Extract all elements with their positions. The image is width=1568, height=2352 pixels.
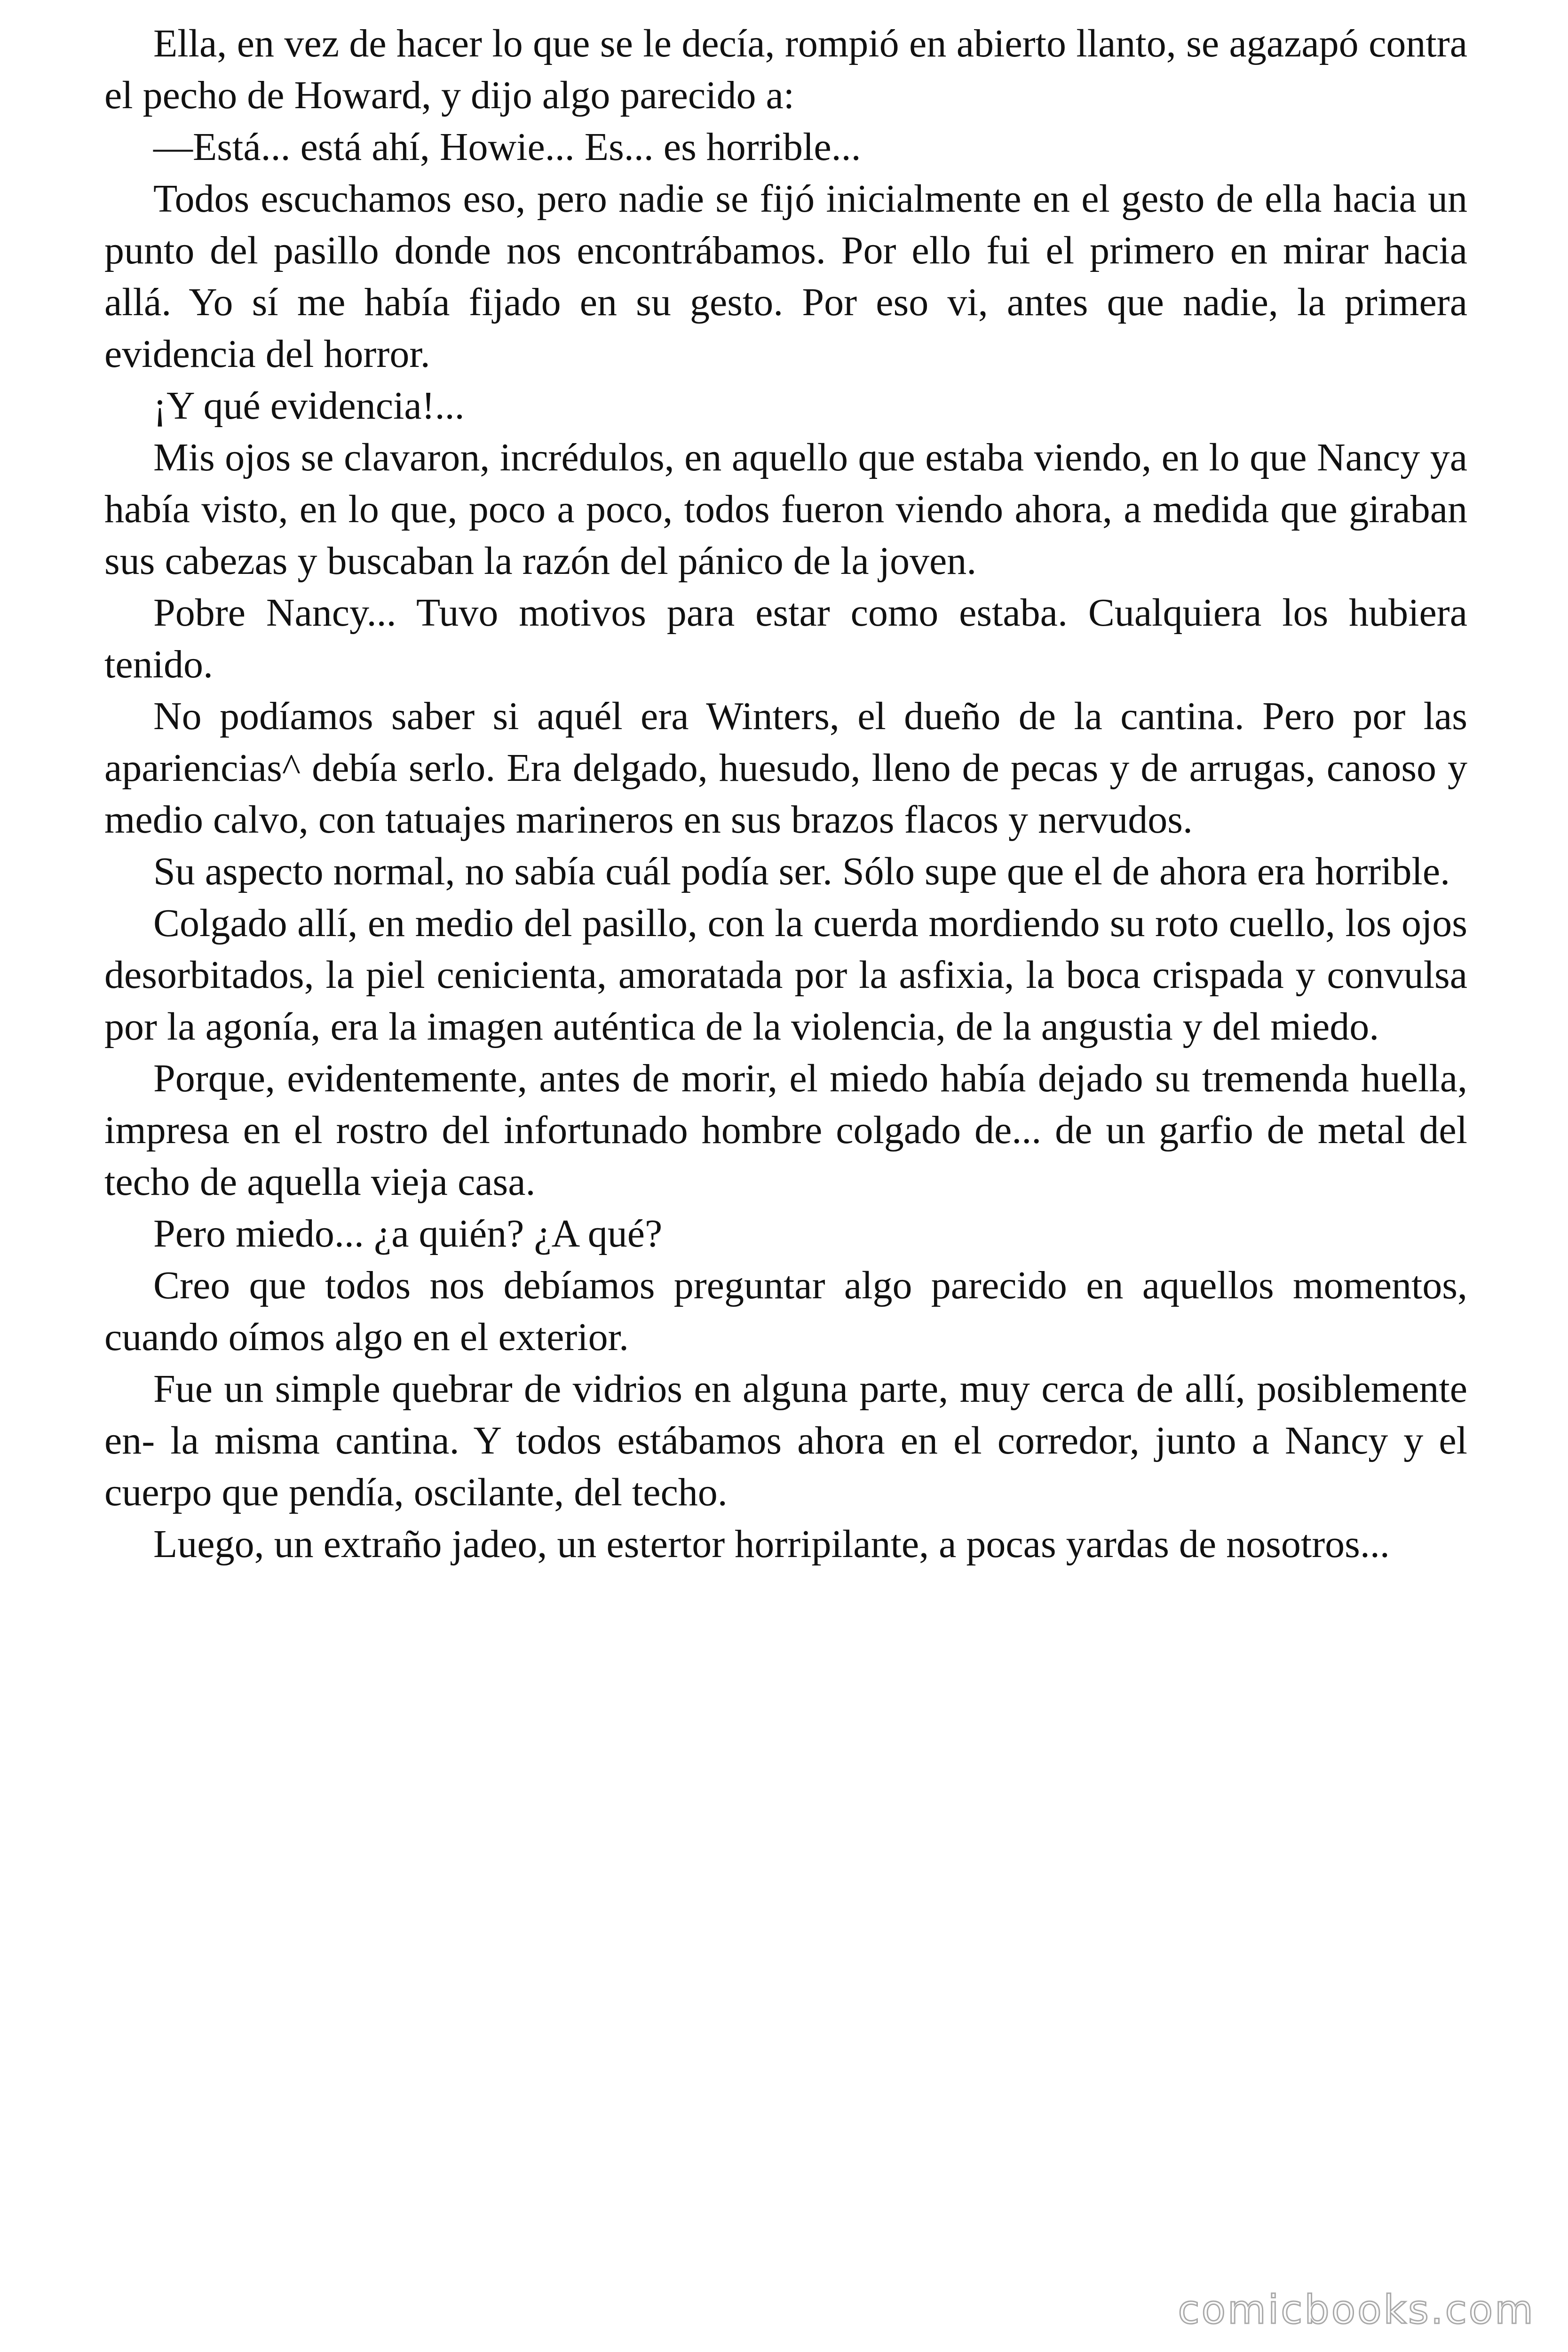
paragraph: Pobre Nancy... Tuvo motivos para estar como estaba. Cualquiera los hubiera tenido.	[104, 591, 1467, 686]
paragraph: Porque, evidentemente, antes de morir, el miedo había dejado su tremenda huella, impresa en el rostro del infortunado hombre colgado de... de un garfio de metal del techo de aquella vieja casa.	[104, 1057, 1467, 1204]
paragraph: Su aspecto normal, no sabía cuál podía ser. Sólo supe que el de ahora era horrible.	[153, 850, 1450, 893]
paragraph: ¡Y qué evidencia!...	[153, 384, 465, 428]
paragraph: Mis ojos se clavaron, incrédulos, en aquello que estaba viendo, en lo que Nancy ya había visto, en lo que, poco a poco, todos fueron viendo ahora, a medida que giraban sus cabezas y buscaban la razón del pánico de la joven.	[104, 436, 1467, 583]
watermark-text: comicbooks.com	[1178, 2287, 1535, 2333]
paragraph: No podíamos saber si aquél era Winters, el dueño de la cantina. Pero por las apariencias^ debía serlo. Era delgado, huesudo, lleno de pecas y de arrugas, canoso y medio calvo, con tatuajes marineros en sus brazos flacos y nervudos.	[104, 694, 1467, 842]
paragraph: Luego, un extraño jadeo, un estertor horripilante, a pocas yardas de nosotros...	[153, 1522, 1390, 1566]
paragraph: Pero miedo... ¿a quién? ¿A qué?	[153, 1212, 663, 1255]
paragraph: Creo que todos nos debíamos preguntar algo parecido en aquellos momentos, cuando oímos algo en el exterior.	[104, 1263, 1467, 1359]
paragraph: Colgado allí, en medio del pasillo, con la cuerda mordiendo su roto cuello, los ojos desorbitados, la piel cenicienta, amoratada por la asfixia, la boca crispada y convulsa por la agonía, era la imagen auténtica de la violencia, de la angustia y del miedo.	[104, 901, 1467, 1049]
paragraph: Fue un simple quebrar de vidrios en alguna parte, muy cerca de allí, posiblemente en- la misma cantina. Y todos estábamos ahora en el corredor, junto a Nancy y el cuerpo que pendía, oscilante, del techo.	[104, 1367, 1467, 1514]
body-text	[104, 18, 1467, 1570]
paragraph: Todos escuchamos eso, pero nadie se fijó inicialmente en el gesto de ella hacia un punto del pasillo donde nos encontrábamos. Por ello fui el primero en mirar hacia allá. Yo sí me había fijado en su gesto. Por eso vi, antes que nadie, la primera evidencia del horror.	[104, 177, 1467, 376]
paragraph: —Está... está ahí, Howie... Es... es horrible...	[153, 125, 861, 169]
paragraph: Ella, en vez de hacer lo que se le decía, rompió en abierto llanto, se agazapó contra el pecho de Howard, y dijo algo parecido a:	[104, 22, 1467, 117]
